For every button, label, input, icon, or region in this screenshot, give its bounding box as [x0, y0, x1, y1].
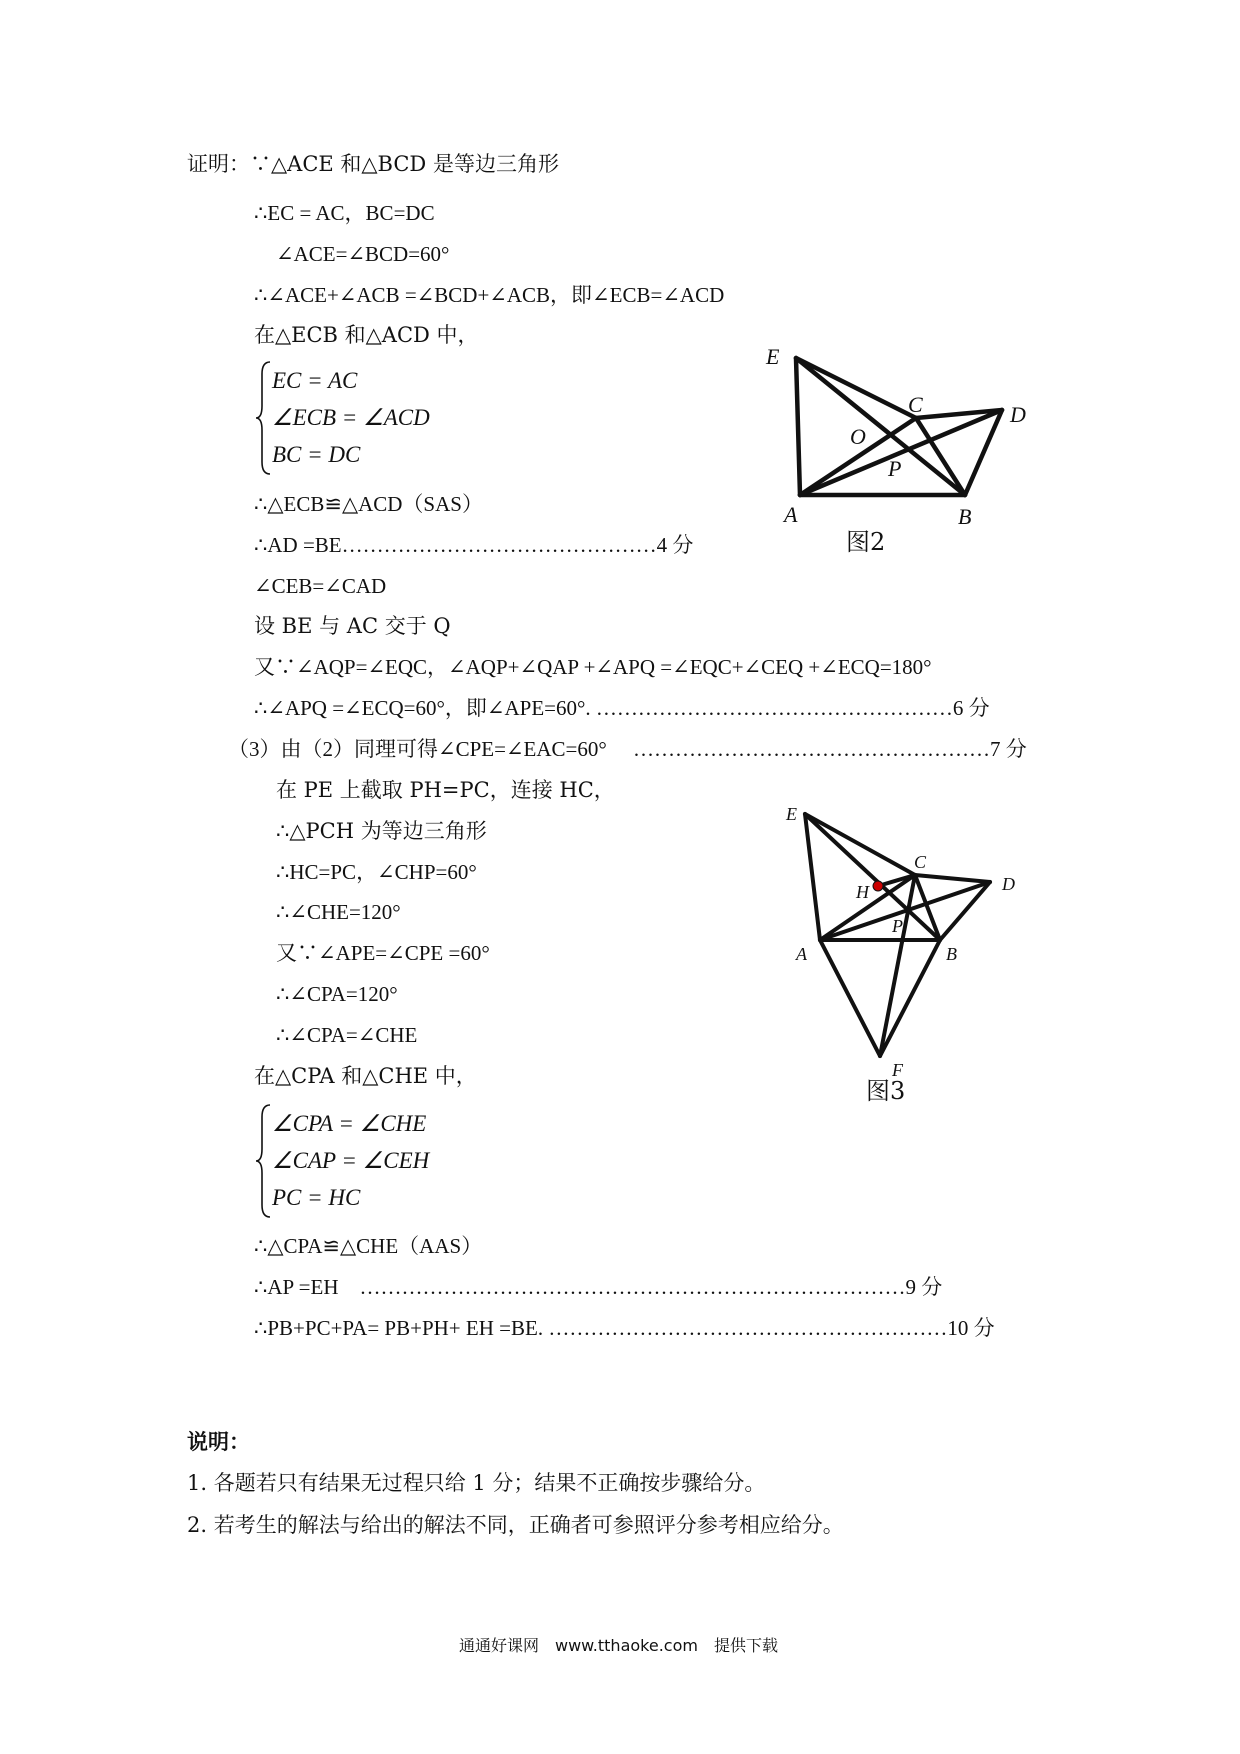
system-1-eq-1: EC = AC	[272, 368, 358, 393]
notes-item-2: 2. 若考生的解法与给出的解法不同，正确者可参照评分参考相应给分。	[187, 1513, 844, 1537]
proof-line-6: ∴△ECB≌△ACD（SAS）	[254, 492, 483, 516]
fig3-label-D: D	[1002, 874, 1015, 894]
proof-line-14: ∴△PCH 为等边三角形	[276, 819, 487, 843]
system-2-eq-3: PC = HC	[272, 1185, 361, 1210]
proof-line-8: ∠CEB=∠CAD	[254, 574, 387, 598]
system-brace-2	[256, 1103, 272, 1224]
system-equations-2	[272, 1105, 429, 1216]
fig3-caption: 图3	[866, 1077, 906, 1105]
proof-line-16: ∴∠CHE=120°	[276, 900, 401, 924]
fig3-point-H-marker	[873, 881, 883, 891]
system-brace-1	[256, 360, 272, 481]
notes-item-1: 1. 各题若只有结果无过程只给 1 分；结果不正确按步骤给分。	[187, 1471, 766, 1495]
system-equations-1	[272, 362, 430, 473]
fig2-label-E: E	[766, 344, 780, 369]
proof-line-18: ∴∠CPA=120°	[276, 982, 398, 1006]
proof-line-9: 设 BE 与 AC 交于 Q	[254, 614, 451, 638]
fig2-label-A: A	[784, 502, 798, 527]
proof-line-2: ∴EC = AC，BC=DC	[254, 201, 435, 225]
notes-title: 说明：	[187, 1429, 250, 1454]
proof-line-5: 在△ECB 和△ACD 中，	[254, 323, 479, 347]
system-1-eq-3: BC = DC	[272, 442, 361, 467]
system-2-eq-1: ∠CPA = ∠CHE	[272, 1111, 427, 1136]
proof-line-22: ∴AP =EH ……………………………………………………………………9 分	[254, 1275, 943, 1299]
fig2-label-C: C	[908, 392, 923, 417]
fig2-label-B: B	[958, 504, 972, 529]
proof-line-17: 又∵∠APE=∠CPE =60°	[276, 941, 490, 965]
system-1-eq-2: ∠ECB = ∠ACD	[272, 405, 430, 430]
proof-line-21: ∴△CPA≌△CHE（AAS）	[254, 1234, 483, 1258]
fig3-label-P: P	[892, 916, 903, 936]
fig3-label-F: F	[892, 1060, 903, 1080]
proof-line-15: ∴HC=PC，∠CHP=60°	[276, 860, 477, 884]
fig3-label-C: C	[914, 852, 927, 872]
proof-line-19: ∴∠CPA=∠CHE	[276, 1023, 418, 1047]
proof-line-7: ∴AD =BE………………………………………4 分	[254, 533, 694, 557]
fig2-label-P: P	[888, 456, 902, 481]
proof-line-10: 又∵∠AQP=∠EQC，∠AQP+∠QAP +∠APQ =∠EQC+∠CEQ +∠ECQ=180°	[254, 655, 932, 679]
proof-line-3: ∠ACE=∠BCD=60°	[276, 242, 450, 266]
system-2-eq-2: ∠CAP = ∠CEH	[272, 1148, 430, 1173]
proof-line-13: 在 PE 上截取 PH=PC，连接 HC，	[276, 778, 615, 802]
figure-3	[780, 800, 1040, 1124]
proof-line-1: 证明：∵△ACE 和△BCD 是等边三角形	[187, 152, 559, 176]
proof-line-11: ∴∠APQ =∠ECQ=60°，即∠APE=60°. ……………………………………………6 分	[254, 696, 990, 720]
fig3-label-A: A	[796, 944, 807, 964]
proof-line-12: （3）由（2）同理可得∠CPE=∠EAC=60° ……………………………………………7 分	[228, 737, 1027, 761]
page-footer: 通通好课网 www.tthaoke.com 提供下载	[459, 1636, 778, 1655]
proof-line-23: ∴PB+PC+PA= PB+PH+ EH =BE. …………………………………………………10 分	[254, 1316, 995, 1340]
fig3-label-H: H	[856, 882, 869, 902]
proof-line-20: 在△CPA 和△CHE 中，	[254, 1064, 477, 1088]
figure-2	[760, 340, 1060, 574]
fig3-label-B: B	[946, 944, 957, 964]
proof-line-4: ∴∠ACE+∠ACB =∠BCD+∠ACB，即∠ECB=∠ACD	[254, 283, 725, 307]
fig2-label-D: D	[1010, 402, 1026, 427]
fig3-label-E: E	[786, 804, 797, 824]
fig2-caption: 图2	[846, 528, 886, 556]
fig2-label-O: O	[850, 424, 866, 449]
